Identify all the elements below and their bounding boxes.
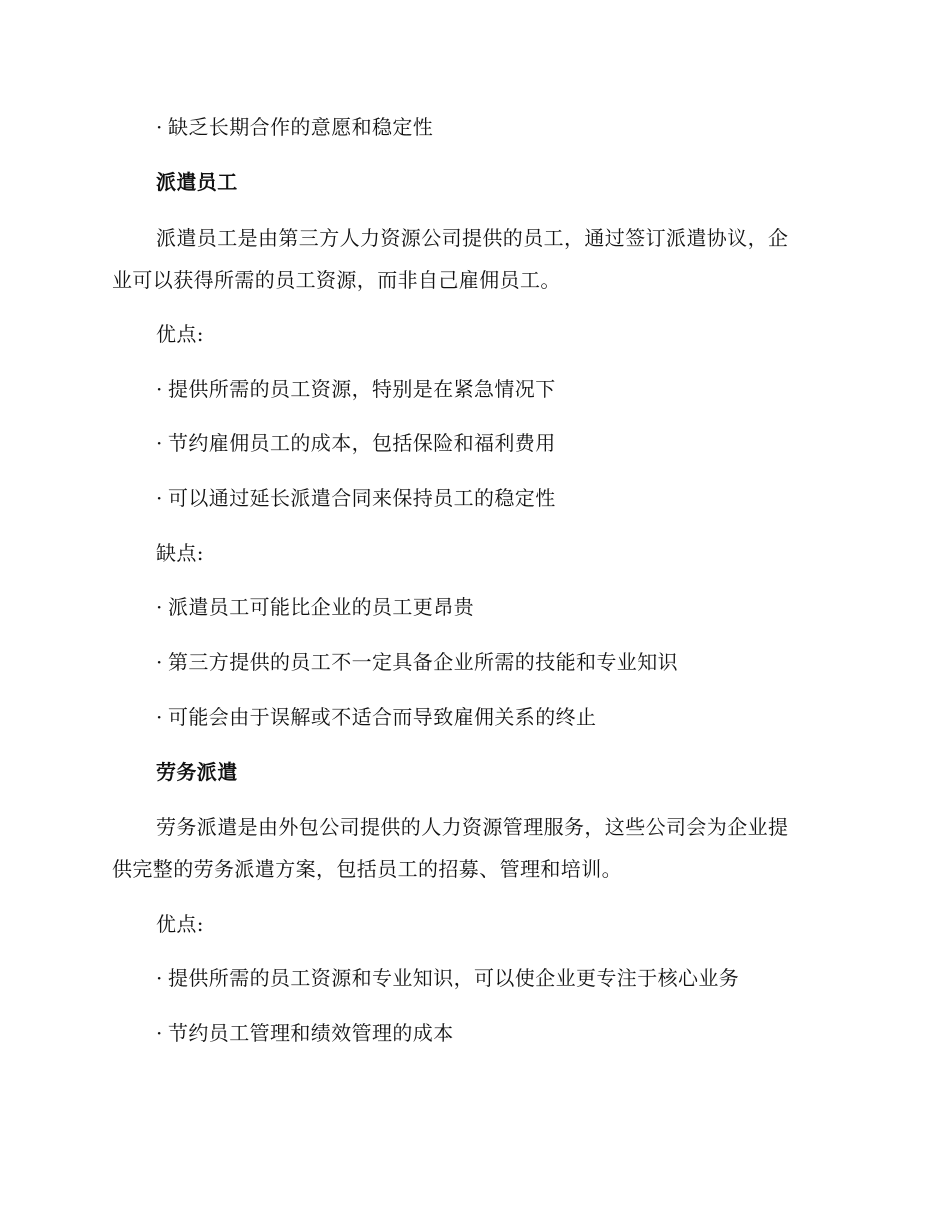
bullet-mark: · bbox=[156, 486, 163, 510]
bullet-mark: · bbox=[156, 966, 163, 990]
list-item bbox=[156, 964, 739, 992]
list-item bbox=[156, 484, 556, 512]
list-item-text: 可能会由于误解或不适合而导致雇佣关系的终止 bbox=[168, 705, 597, 729]
list-item bbox=[156, 375, 556, 403]
list-item-text: 缺乏长期合作的意愿和稳定性 bbox=[168, 115, 434, 139]
paragraph-line: 派遣员工是由第三方人力资源公司提供的员工，通过签订派遣协议，企 bbox=[156, 226, 789, 250]
bullet-mark: · bbox=[156, 377, 163, 401]
bullet-mark: · bbox=[156, 595, 163, 619]
list-item bbox=[156, 648, 678, 676]
list-item-text: 第三方提供的员工不一定具备企业所需的技能和专业知识 bbox=[168, 650, 678, 674]
paragraph-line: 劳务派遣是由外包公司提供的人力资源管理服务，这些公司会为企业提 bbox=[156, 815, 789, 839]
pros-label: 优点: bbox=[156, 912, 204, 936]
bullet-mark: · bbox=[156, 705, 163, 729]
list-item bbox=[156, 113, 433, 141]
bullet-mark: · bbox=[156, 1021, 163, 1045]
bullet-mark: · bbox=[156, 115, 163, 139]
bullet-mark: · bbox=[156, 650, 163, 674]
pros-label: 优点: bbox=[156, 322, 204, 346]
list-item-text: 节约雇佣员工的成本，包括保险和福利费用 bbox=[168, 431, 556, 455]
bullet-mark: · bbox=[156, 431, 163, 455]
list-item bbox=[156, 593, 474, 621]
list-item bbox=[156, 703, 596, 731]
list-item bbox=[156, 429, 556, 457]
list-item-text: 派遣员工可能比企业的员工更昂贵 bbox=[168, 595, 474, 619]
paragraph-line: 供完整的劳务派遣方案，包括员工的招募、管理和培训。 bbox=[112, 857, 622, 881]
list-item-text: 提供所需的员工资源和专业知识，可以使企业更专注于核心业务 bbox=[168, 966, 740, 990]
section-heading: 劳务派遣 bbox=[156, 760, 238, 784]
cons-label: 缺点: bbox=[156, 541, 204, 565]
paragraph-line: 业可以获得所需的员工资源，而非自己雇佣员工。 bbox=[112, 268, 561, 292]
list-item-text: 节约员工管理和绩效管理的成本 bbox=[168, 1021, 454, 1045]
section-heading: 派遣员工 bbox=[156, 170, 238, 194]
list-item-text: 提供所需的员工资源，特别是在紧急情况下 bbox=[168, 377, 556, 401]
list-item bbox=[156, 1019, 454, 1047]
list-item-text: 可以通过延长派遣合同来保持员工的稳定性 bbox=[168, 486, 556, 510]
